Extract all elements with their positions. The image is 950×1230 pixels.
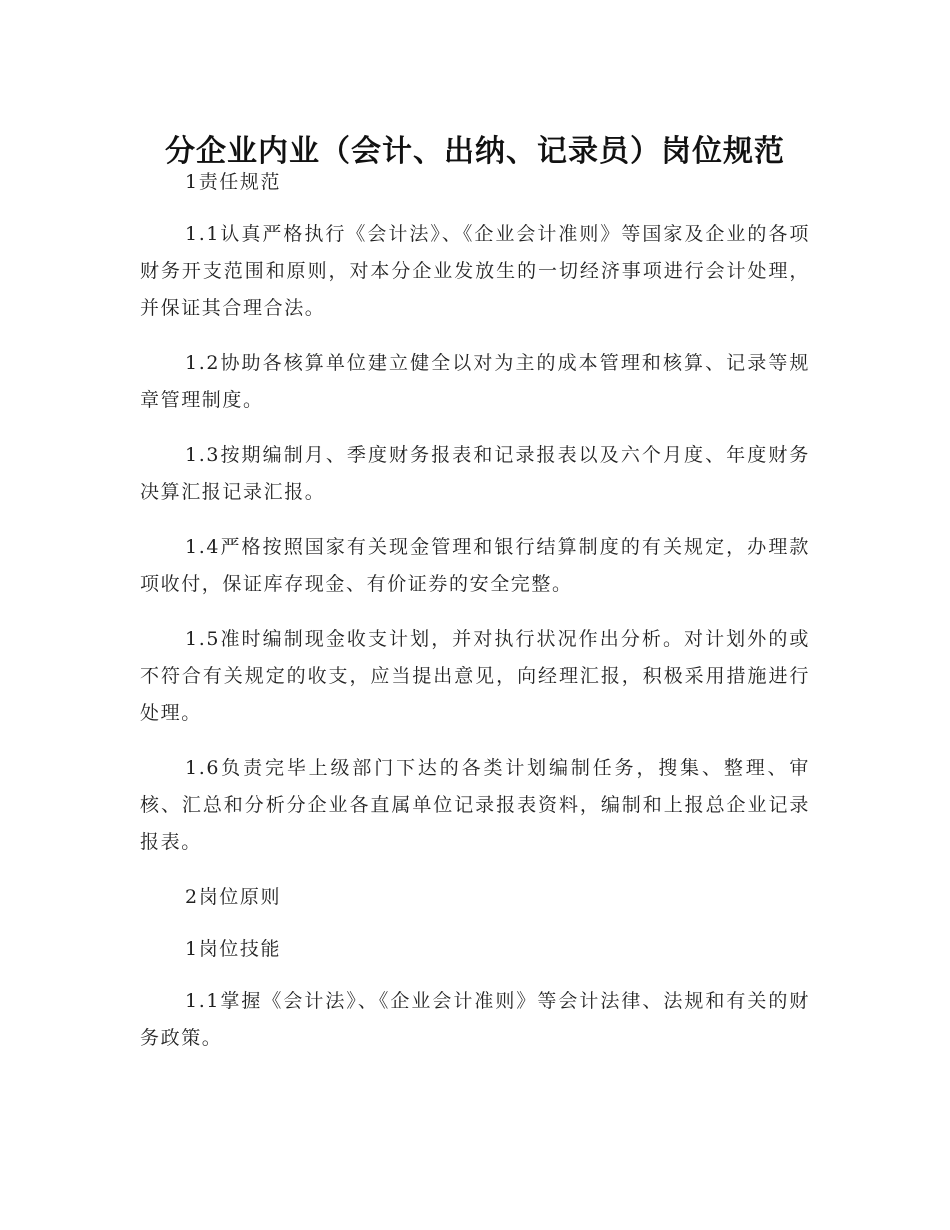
- subsection-heading: 1岗位技能: [185, 938, 282, 960]
- paragraph: 1.1掌握《会计法》、《企业会计准则》等会计法律、法规和有关的财务政策。: [140, 990, 810, 1049]
- paragraph: 1.2协助各核算单位建立健全以对为主的成本管理和核算、记录等规章管理制度。: [140, 352, 810, 411]
- document-body: [140, 164, 810, 1075]
- document-title: 分企业内业（会计、出纳、记录员）岗位规范: [165, 134, 785, 170]
- paragraph: 1.6负责完毕上级部门下达的各类计划编制任务，搜集、整理、审核、汇总和分析分企业各直属单位记录报表资料，编制和上报总企业记录报表。: [140, 757, 810, 853]
- paragraph: 1.4严格按照国家有关现金管理和银行结算制度的有关规定，办理款项收付，保证库存现金、有价证券的安全完整。: [140, 536, 810, 595]
- section-heading: 1责任规范: [185, 171, 282, 193]
- paragraph: 1.3按期编制月、季度财务报表和记录报表以及六个月度、年度财务决算汇报记录汇报。: [140, 444, 810, 503]
- paragraph: 1.1认真严格执行《会计法》、《企业会计准则》等国家及企业的各项财务开支范围和原则，对本分企业发放生的一切经济事项进行会计处理，并保证其合理合法。: [140, 223, 810, 319]
- paragraph: 1.5准时编制现金收支计划，并对执行状况作出分析。对计划外的或不符合有关规定的收支，应当提出意见，向经理汇报，积极采用措施进行处理。: [140, 628, 810, 724]
- section-heading: 2岗位原则: [185, 886, 282, 908]
